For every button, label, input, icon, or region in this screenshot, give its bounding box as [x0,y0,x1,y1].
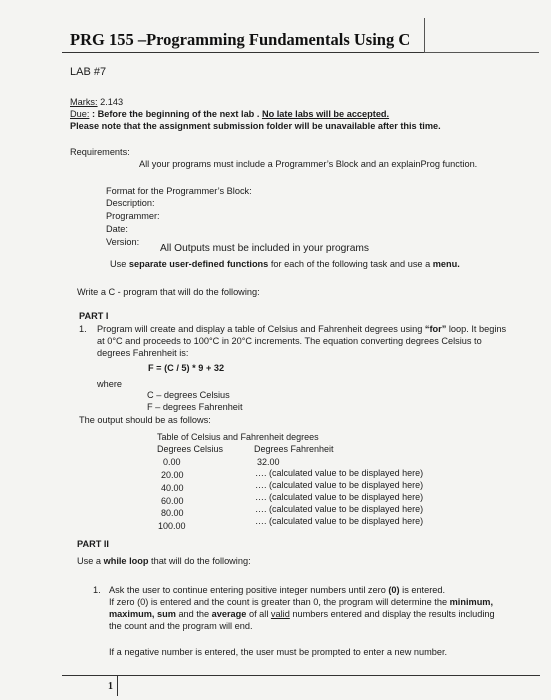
outputs-line: All Outputs must be included in your programs [160,243,369,254]
lab-number: LAB #7 [70,66,107,78]
def-fahrenheit: F – degrees Fahrenheit [147,402,243,412]
header-rule [62,52,424,53]
part2-line1-post: is entered. [399,585,446,595]
part1-line1 [97,323,506,335]
while-keyword: while loop [103,556,149,566]
table-col1-header: Degrees Celsius [157,444,224,454]
part1-line1-text: Program will create and display a table of Celsius and Fahrenheit degrees using [97,324,425,334]
part1-heading: PART I [79,311,109,321]
marks-label: Marks: [70,97,98,107]
table-cell-fahrenheit: …. (calculated value to be displayed here) [255,516,424,526]
functions-line [110,258,460,270]
format-field: Description: [106,198,155,208]
part2-intro [77,555,251,567]
table-cell-celsius: 60.00 [161,496,184,506]
part2-line2-text: If zero (0) is entered and the count is greater than 0, the program will determine the [109,597,450,607]
functions-menu: menu. [432,259,460,269]
table-cell-fahrenheit: …. (calculated value to be displayed here) [255,492,424,502]
requirements-heading: Requirements: [70,147,130,157]
max-sum-words: maximum, sum [109,609,176,619]
due-label: Due: [70,109,90,119]
for-keyword: “for” [424,324,447,334]
page-number: 1 [108,681,113,692]
negative-note: If a negative number is entered, the user must be prompted to enter a new number. [109,647,448,657]
table-cell-fahrenheit: 32.00 [257,457,280,467]
equation: F = (C / 5) * 9 + 32 [148,363,225,373]
functions-emphasis: separate user-defined functions [128,259,269,269]
part2-heading: PART II [77,539,109,549]
format-heading: Format for the Programmer’s Block: [106,186,252,196]
part1-item-number: 1. [79,324,87,334]
functions-text: Use [110,259,129,269]
part1-line2: at 0°C and proceeds to 100°C in 20°C increments. The equation converting degrees Celsius to [97,336,482,346]
submission-note: Please note that the assignment submission folder will be unavailable after this time. [70,121,441,131]
part2-line1-text: Ask the user to continue entering positive integer numbers until zero [109,585,389,595]
part2-line3 [109,608,495,620]
table-cell-fahrenheit: …. (calculated value to be displayed here) [255,468,424,478]
functions-text-2: for each of the following task and use a [268,259,433,269]
header-divider [424,18,425,52]
where-label: where [97,379,123,389]
minimum-word: minimum, [449,597,494,607]
footer-divider [117,676,118,696]
part2-line4: the count and the program will end. [109,621,253,631]
output-intro: The output should be as follows: [79,415,211,425]
part2-line2 [109,596,493,608]
format-field: Date: [106,224,128,234]
zero-value: (0) [388,585,400,595]
marks-value: 2.143 [97,97,124,107]
table-col2-header: Degrees Fahrenheit [254,444,334,454]
def-celsius: C – degrees Celsius [147,390,230,400]
table-title: Table of Celsius and Fahrenheit degrees [157,432,319,442]
write-line: Write a C - program that will do the following: [77,287,260,297]
table-cell-celsius: 100.00 [158,521,186,531]
part2-item-number: 1. [93,585,101,595]
due-text: : Before the beginning of the next lab . [89,109,262,119]
requirements-line: All your programs must include a Programmer’s Block and an explainProg function. [139,159,478,169]
format-field: Version: [106,237,140,247]
part2-intro-post: that will do the following: [148,556,251,566]
table-cell-celsius: 40.00 [161,483,184,493]
due-line [70,108,389,120]
footer-rule [62,675,540,676]
valid-word: valid [270,609,290,619]
page-title: PRG 155 –Programming Fundamentals Using C [70,30,411,49]
marks-line [70,96,123,108]
part2-line1 [109,584,445,596]
header-rule-right [424,52,539,53]
table-cell-fahrenheit: …. (calculated value to be displayed here) [255,480,424,490]
average-word: average [211,609,247,619]
table-cell-celsius: 0.00 [163,457,181,467]
table-cell-celsius: 20.00 [161,470,184,480]
part1-line1-post: loop. It begins [446,324,507,334]
late-policy: No late labs will be accepted. [261,109,390,119]
table-cell-celsius: 80.00 [161,508,184,518]
format-field: Programmer: [106,211,160,221]
part1-line3: degrees Fahrenheit is: [97,348,189,358]
table-cell-fahrenheit: …. (calculated value to be displayed here) [255,504,424,514]
part2-line3-text-2: of all [246,609,271,619]
part2-line3-post: numbers entered and display the results including [289,609,495,619]
part2-line3-text: and the [175,609,212,619]
part2-intro-text: Use a [77,556,104,566]
